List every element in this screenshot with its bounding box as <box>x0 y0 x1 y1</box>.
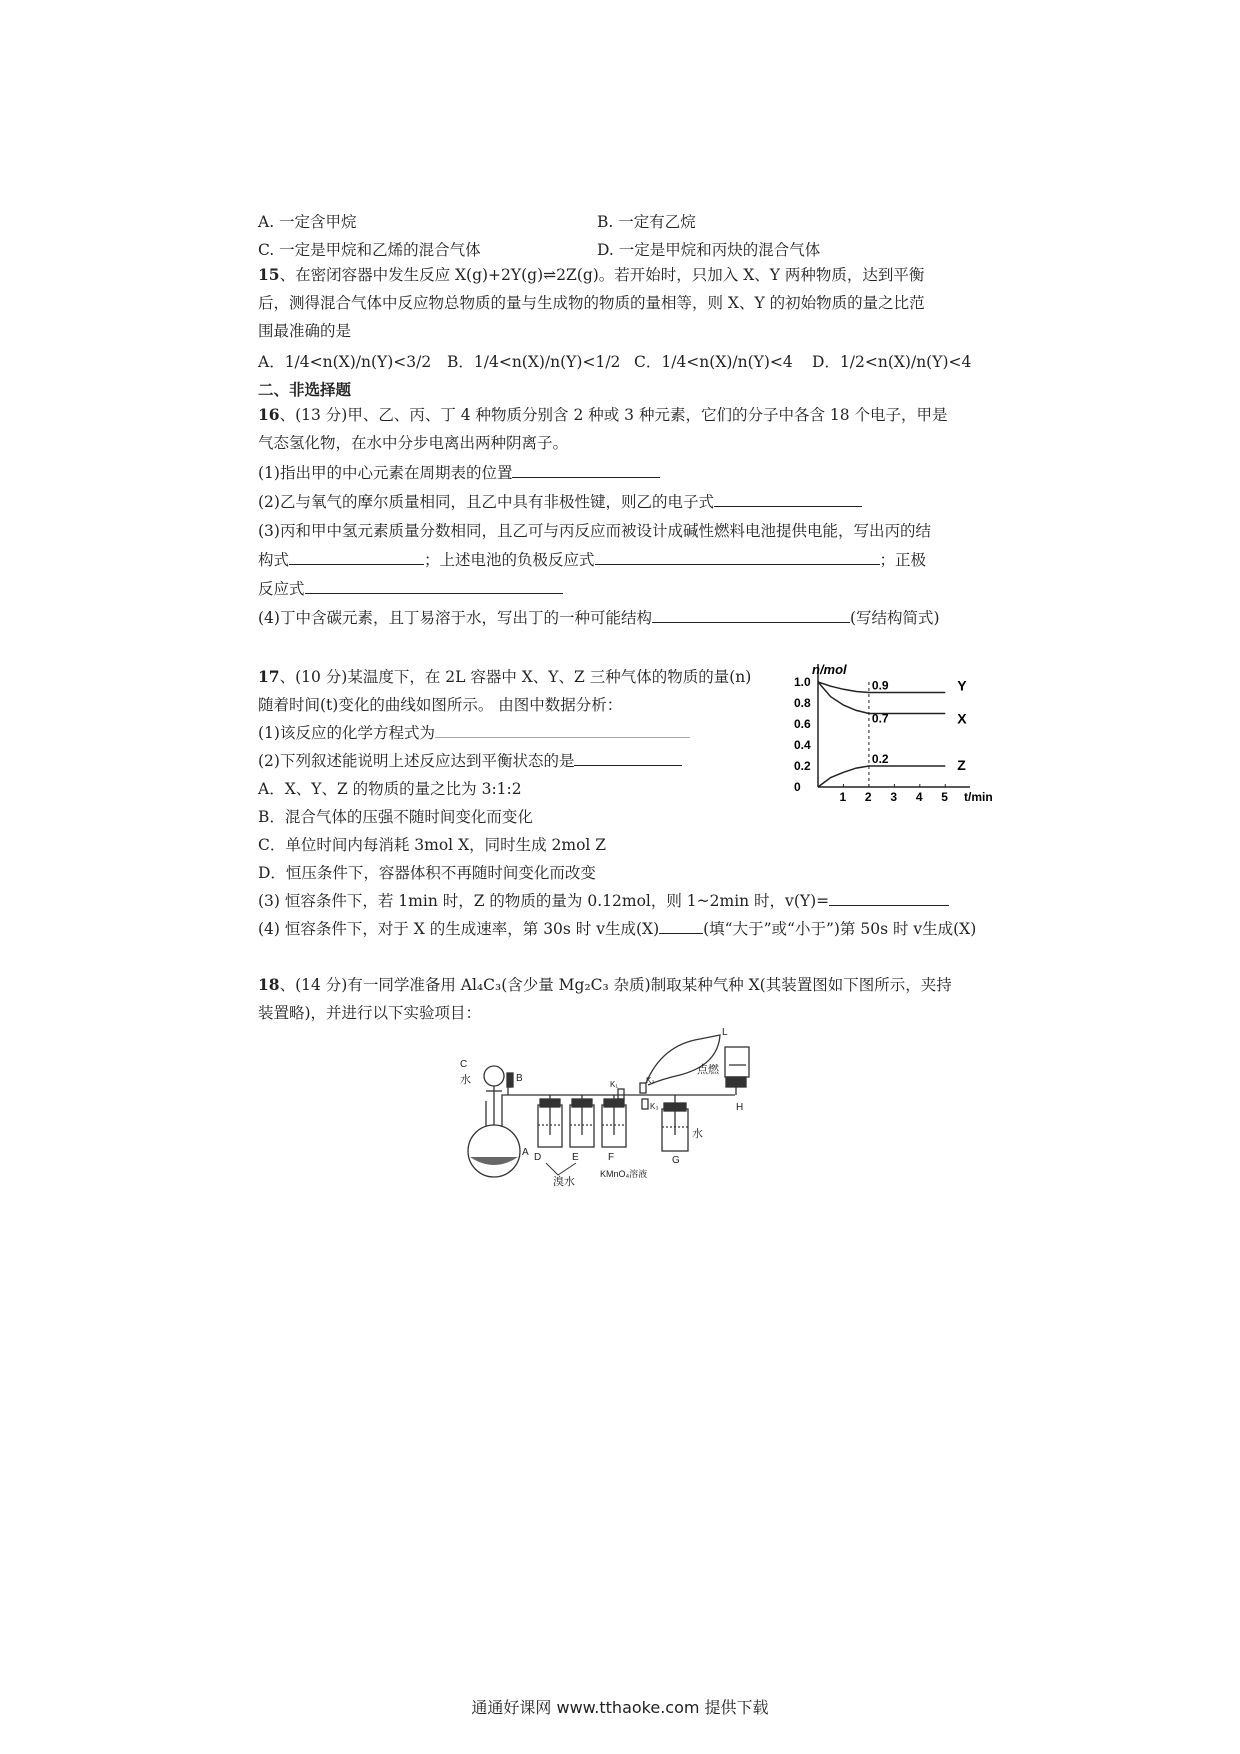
q15-option-c: C．1/4<n(X)/n(Y)<4 <box>634 353 793 371</box>
q15-line1: 15、在密闭容器中发生反应 X(g)+2Y(g)⇌2Z(g)。若开始时，只加入 X、Y 两种物质，达到平衡 <box>258 265 925 284</box>
q15-line3: 围最准确的是 <box>258 322 352 340</box>
funnel-c <box>484 1066 504 1086</box>
answer-blank <box>659 919 703 934</box>
q17-line1: 17、(10 分)某温度下，在 2L 容器中 X、Y、Z 三种气体的物质的量(n) <box>258 667 752 686</box>
q16-part3-line1: (3)丙和甲中氢元素质量分数相同，且乙可与丙反应而被设计成碱性燃料电池提供电能，写出丙的结 <box>258 522 931 540</box>
apparatus-diagram <box>450 1025 790 1190</box>
q17-option-c: C．单位时间内每消耗 3mol X，同时生成 2mol Z <box>258 836 607 854</box>
x-tick-label: 1 <box>839 790 847 804</box>
q15-line2: 后，测得混合气体中反应物总物质的量与生成物的物质的量相等，则 X、Y 的初始物质的量之比范 <box>258 294 925 312</box>
q16-part3-line2: 构式 ；上述电池的负极反应式 ；正极 <box>258 551 927 569</box>
answer-blank <box>829 891 949 906</box>
y-tick-label: 0 <box>794 780 801 794</box>
answer-blank <box>595 550 880 565</box>
answer-blank <box>574 751 682 766</box>
page-footer: 通通好课网 www.tthaoke.com 提供下载 <box>471 1698 769 1717</box>
label-d: D <box>534 1152 542 1163</box>
valve-k1 <box>618 1089 624 1099</box>
label-f: F <box>608 1152 615 1163</box>
value-annotation: 0.9 <box>871 678 889 693</box>
q15-option-d: D．1/2<n(X)/n(Y)<4 <box>812 353 972 371</box>
q17-option-a: A．X、Y、Z 的物质的量之比为 3:1:2 <box>258 780 522 798</box>
series-line-z <box>818 766 945 787</box>
q15-option-b: B．1/4<n(X)/n(Y)<1/2 <box>447 353 621 371</box>
answer-blank <box>435 723 690 738</box>
label-e: E <box>572 1152 579 1163</box>
q17-part4: (4) 恒容条件下，对于 X 的生成速率，第 30s 时 v生成(X) (填“大于”或“小于”)第 50s 时 v生成(X) <box>258 920 977 938</box>
label-c: C <box>460 1059 468 1070</box>
q16-part4: (4)丁中含碳元素，且丁易溶于水，写出丁的一种可能结构 (写结构简式) <box>258 609 940 627</box>
answer-blank <box>305 579 563 594</box>
label-a: A <box>522 1147 529 1158</box>
balloon-l <box>646 1035 720 1085</box>
q16-part3-line3: 反应式 <box>258 578 563 600</box>
value-annotation: 0.2 <box>871 752 889 766</box>
q14-option-b: B. 一定有乙烷 <box>597 213 696 231</box>
y-tick-label: 0.4 <box>794 738 811 752</box>
series-label-y: Y <box>957 677 967 694</box>
answer-blank <box>512 463 660 478</box>
label-kmno4: KMnO₄溶液 <box>600 1169 648 1179</box>
q14-option-a: A. 一定含甲烷 <box>258 213 357 231</box>
q18-line1: 18、(14 分)有一同学准备用 Al₄C₃(含少量 Mg₂C₃ 杂质)制取某种气种 X(其装置图如下图所示，夹持 <box>258 975 952 994</box>
flask-a <box>468 1125 520 1177</box>
label-ignite: 点燃 <box>697 1064 719 1076</box>
x-tick-label: 3 <box>890 790 898 804</box>
bottle-e <box>570 1095 594 1147</box>
q17-part1: (1)该反应的化学方程式为 <box>258 722 690 744</box>
answer-blank <box>652 608 850 623</box>
reagent-in-flask <box>470 1157 518 1165</box>
x-tick-label: 5 <box>941 790 948 804</box>
label-g: G <box>672 1155 680 1166</box>
y-tick-label: 0.6 <box>794 717 811 731</box>
q17-option-b: B．混合气体的压强不随时间变化而变化 <box>258 808 533 826</box>
value-annotation: 0.7 <box>871 711 889 726</box>
series-label-z: Z <box>957 757 966 773</box>
bottle-g <box>662 1095 688 1151</box>
y-tick-label: 1.0 <box>794 675 811 689</box>
q14-option-c: C. 一定是甲烷和乙烯的混合气体 <box>258 241 481 259</box>
q18-line2: 装置略)，并进行以下实验项目： <box>258 1004 482 1022</box>
label-bromine-water: 溴水 <box>553 1176 575 1188</box>
answer-blank <box>714 492 862 507</box>
container-h <box>725 1047 749 1095</box>
x-axis-label: t/min <box>964 790 993 804</box>
q17-part3: (3) 恒容条件下，若 1min 时，Z 的物质的量为 0.12mol，则 1~2min 时，v(Y)= <box>258 890 949 912</box>
label-l: L <box>722 1027 728 1038</box>
label-h: H <box>736 1102 744 1113</box>
q17-option-d: D．恒压条件下，容器体积不再随时间变化而改变 <box>258 864 596 882</box>
q15-option-a: A．1/4<n(X)/n(Y)<3/2 <box>258 353 432 371</box>
q17-chart <box>770 655 993 820</box>
x-tick-label: 4 <box>915 790 923 804</box>
q17-part2: (2)下列叙述能说明上述反应达到平衡状态的是 <box>258 750 682 772</box>
label-water-top: 水 <box>460 1074 471 1086</box>
label-water-g: 水 <box>692 1128 703 1140</box>
q16-part2: (2)乙与氧气的摩尔质量相同，且乙中具有非极性键，则乙的电子式 <box>258 491 862 513</box>
label-k1: K₁ <box>610 1080 619 1089</box>
q17-line2: 随着时间(t)变化的曲线如图所示。 由图中数据分析： <box>258 696 623 714</box>
x-tick-label: 2 <box>864 790 872 804</box>
q16-part1: (1)指出甲的中心元素在周期表的位置 <box>258 462 660 484</box>
label-k3: K₃ <box>650 1102 659 1111</box>
clip-b <box>507 1073 513 1087</box>
q16-line1: 16、(13 分)甲、乙、丙、丁 4 种物质分别含 2 种或 3 种元素，它们的分子中各含 18 个电子，甲是 <box>258 405 948 424</box>
bottle-f <box>602 1095 626 1147</box>
bottle-d <box>538 1095 562 1147</box>
y-tick-label: 0.2 <box>794 759 811 773</box>
valve-k3 <box>642 1099 648 1109</box>
label-k2: K₂ <box>646 1076 655 1085</box>
q14-option-d: D. 一定是甲烷和丙炔的混合气体 <box>597 241 821 259</box>
y-tick-label: 0.8 <box>794 696 811 710</box>
y-axis-label: n/mol <box>812 662 847 677</box>
label-b: B <box>516 1073 523 1084</box>
series-label-x: X <box>957 710 967 727</box>
answer-blank <box>289 550 424 565</box>
section-heading: 二、非选择题 <box>258 380 352 399</box>
q16-line2: 气态氢化物，在水中分步电离出两种阴离子。 <box>258 434 569 452</box>
